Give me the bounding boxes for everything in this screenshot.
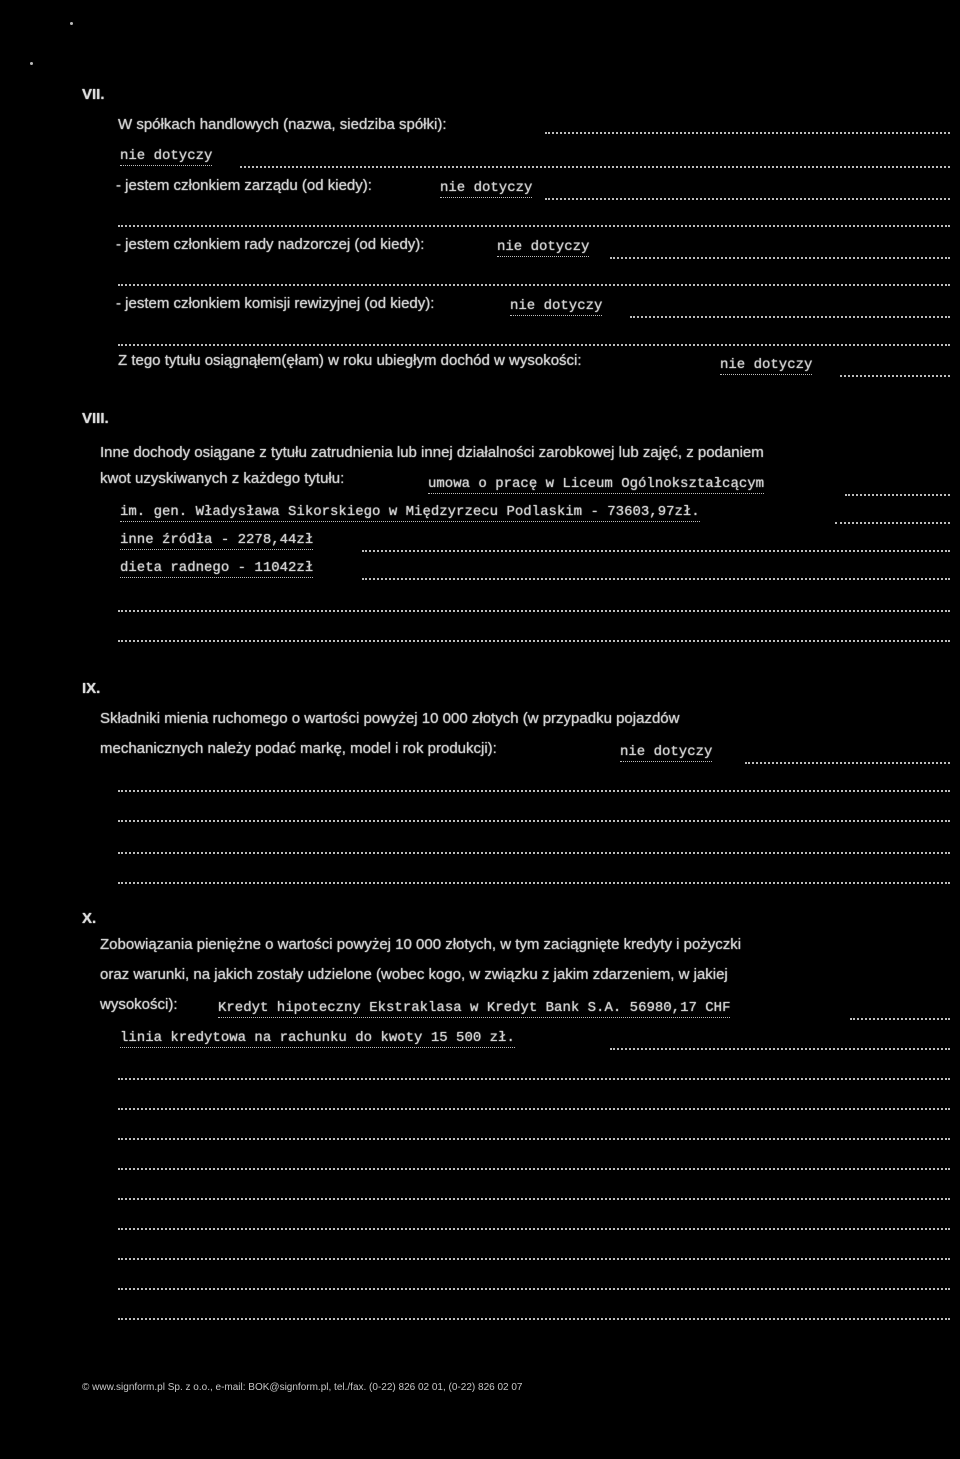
dotted-line [840, 375, 950, 377]
section-ix-line2: mechanicznych należy podać markę, model i rok produkcji): [100, 740, 497, 757]
dotted-line [118, 225, 950, 227]
dotted-line [118, 344, 950, 346]
dotted-line [850, 1018, 950, 1020]
other-income-value-2: im. gen. Władysława Sikorskiego w Międzyrzecu Podlaskim - 73603,97zł. [120, 504, 700, 520]
dotted-line [845, 494, 950, 496]
dotted-line [630, 316, 950, 318]
dotted-line [545, 198, 950, 200]
section-ix-number: IX. [82, 680, 101, 697]
scan-speck [30, 62, 33, 65]
supervisory-label: - jestem członkiem rady nadzorczej (od kiedy): [116, 236, 425, 253]
section-viii-number: VIII. [82, 410, 109, 427]
other-income-value-1: umowa o pracę w Liceum Ogólnokształcącym [428, 476, 765, 492]
section-x-line3: wysokości): [100, 996, 178, 1013]
dotted-line [118, 1108, 950, 1110]
dotted-line [118, 790, 950, 792]
dotted-line [118, 284, 950, 286]
dotted-line [118, 1228, 950, 1230]
dotted-line [545, 132, 950, 134]
section-ix-line1: Składniki mienia ruchomego o wartości powyżej 10 000 złotych (w przypadku pojazdów [100, 710, 680, 727]
income-label: Z tego tytułu osiągnąłem(ęłam) w roku ubiegłym dochód w wysokości: [118, 352, 582, 369]
dotted-line [745, 762, 950, 764]
publisher-footer: © www.signform.pl Sp. z o.o., e-mail: BOK@signform.pl, tel./fax. (0-22) 826 02 01, (0-22) 826 02 07 [82, 1382, 523, 1393]
section-x-number: X. [82, 910, 97, 927]
dotted-line [118, 1318, 950, 1320]
dotted-line [610, 257, 950, 259]
section-vii-number: VII. [82, 86, 105, 103]
movable-assets-value: nie dotyczy [620, 744, 713, 760]
dotted-line [362, 550, 950, 552]
dotted-line [118, 882, 950, 884]
board-value: nie dotyczy [440, 180, 533, 196]
company-value: nie dotyczy [120, 148, 213, 164]
dotted-line [362, 578, 950, 580]
section-viii-line1: Inne dochody osiągane z tytułu zatrudnienia lub innej działalności zarobkowej lub zajęć, z podaniem [100, 444, 764, 461]
section-x-line1: Zobowiązania pieniężne o wartości powyżej 10 000 złotych, w tym zaciągnięte kredyty i pożyczki [100, 936, 742, 953]
board-label: - jestem członkiem zarządu (od kiedy): [116, 177, 372, 194]
dotted-line [118, 852, 950, 854]
dotted-line [118, 1138, 950, 1140]
dotted-line [118, 1078, 950, 1080]
other-income-value-4: dieta radnego - 11042zł [120, 560, 314, 576]
dotted-line [118, 820, 950, 822]
section-x-line2: oraz warunki, na jakich zostały udzielone (wobec kogo, w związku z jakim zdarzeniem, w jakiej [100, 966, 728, 983]
supervisory-value: nie dotyczy [497, 239, 590, 255]
dotted-line [118, 610, 950, 612]
dotted-line [118, 1258, 950, 1260]
dotted-line [610, 1048, 950, 1050]
audit-value: nie dotyczy [510, 298, 603, 314]
other-income-value-3: inne źródła - 2278,44zł [120, 532, 314, 548]
dotted-line [240, 166, 950, 168]
dotted-line [118, 1198, 950, 1200]
liability-value-1: Kredyt hipoteczny Ekstraklasa w Kredyt Bank S.A. 56980,17 CHF [218, 1000, 731, 1016]
income-value: nie dotyczy [720, 357, 813, 373]
scan-speck [70, 22, 73, 25]
dotted-line [118, 1168, 950, 1170]
section-vii-intro: W spółkach handlowych (nazwa, siedziba spółki): [118, 116, 447, 133]
dotted-line [118, 1288, 950, 1290]
liability-value-2: linia kredytowa na rachunku do kwoty 15 500 zł. [120, 1030, 515, 1046]
dotted-line [835, 522, 950, 524]
audit-label: - jestem członkiem komisji rewizyjnej (od kiedy): [116, 295, 435, 312]
section-viii-line2: kwot uzyskiwanych z każdego tytułu: [100, 470, 345, 487]
dotted-line [118, 640, 950, 642]
